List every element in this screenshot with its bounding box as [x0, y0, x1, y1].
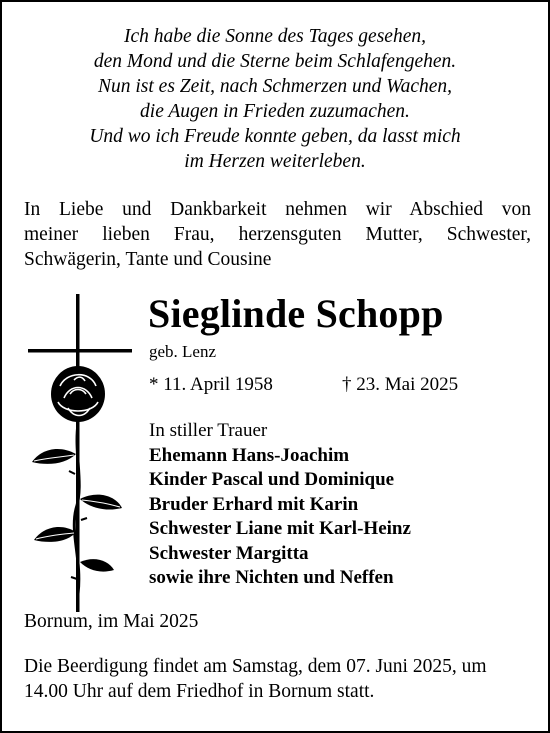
poem-line: den Mond und die Sterne beim Schlafengehen. [93, 51, 457, 72]
intro-line: In Liebe und Dankbarkeit nehmen wir Abschied von [24, 199, 531, 220]
deceased-name: Sieglinde Schopp [148, 291, 444, 336]
mourner-entry: Ehemann Hans-Joachim [149, 444, 350, 466]
mourner-entry: Kinder Pascal und Dominique [149, 469, 395, 490]
poem-line: Ich habe die Sonne des Tages gesehen, [123, 26, 426, 47]
poem-line: die Augen in Frieden zuzumachen. [140, 101, 410, 122]
intro-text [24, 197, 531, 272]
intro-line: meiner lieben Frau, herzensguten Mutter, Schwester, [24, 224, 531, 245]
mourner-entry: sowie ihre Nichten und Neffen [149, 567, 394, 588]
mourner-entry: Bruder Erhard mit Karin [149, 493, 359, 515]
funeral-line: Die Beerdigung findet am Samstag, dem 07. Juni 2025, um [24, 656, 487, 677]
mourners-heading: In stiller Trauer [149, 420, 268, 441]
birth-date: * 11. April 1958 [149, 374, 273, 395]
maiden-name: geb. Lenz [149, 342, 217, 361]
intro-line: Schwägerin, Tante und Cousine [24, 249, 272, 270]
funeral-info [24, 654, 531, 704]
cross-with-rose-icon [28, 294, 132, 612]
poem-line: Nun ist es Zeit, nach Schmerzen und Wachen, [97, 76, 453, 97]
place-date: Bornum, im Mai 2025 [24, 611, 199, 632]
poem-line: Und wo ich Freude konnte geben, da lasst mich [89, 126, 461, 147]
poem-line: im Herzen weiterleben. [184, 151, 366, 172]
mourner-entry: Schwester Margitta [149, 542, 309, 564]
mourners-list [149, 419, 411, 591]
funeral-line: 14.00 Uhr auf dem Friedhof in Bornum statt. [24, 681, 375, 702]
mourner-entry: Schwester Liane mit Karl-Heinz [149, 518, 411, 539]
poem [2, 24, 548, 174]
death-date: † 23. Mai 2025 [342, 374, 459, 395]
